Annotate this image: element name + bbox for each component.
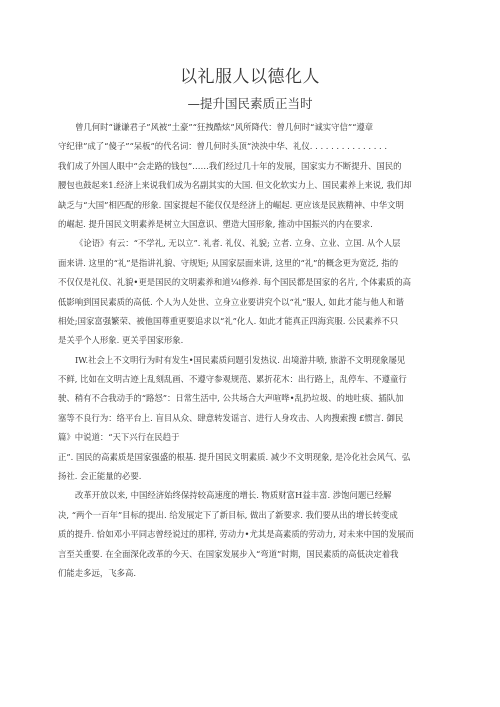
body-text-line: 们能走多远，飞多高.: [58, 567, 137, 578]
body-text-line: 是关乎个人形象. 更关乎国家形象.: [58, 335, 184, 346]
body-text-line: 驶、稍有不合我动手的“路怒”：日常生活中, 公共场合大声喧哗•乱扔垃圾、的地吐痰、插队加: [58, 393, 404, 404]
body-text-line: 不鲜, 比如在文明古迹上乱刻乱画、不遵守参观规范、累折花木：出行路上，乱停车、不遵童行: [58, 374, 407, 385]
body-text-line: 缺乏与“大国”相匹配的形象. 国家提起不能仅仅是经济上的崛起. 更应该是民族精神、中华文明: [58, 199, 404, 210]
document-body: [58, 118, 444, 583]
body-text-line: 低影响到国民素质的高低. 个人为人处世、立身立业要讲究个以“礼”服人, 如此才能与他人和谐: [58, 296, 404, 307]
body-text-line: 塞等不良行为：络平台上. 盲目从众、肆意转发谣言、进行人身攻击、人肉搜索搜 £惯言. 御民: [58, 412, 404, 423]
body-text-line: 《论语》有云：“不学礼, 无以立”. 礼者. 礼仪、礼貌; 立者. 立身、立业、立国. 从个人层: [75, 238, 401, 249]
body-text-line: 曾几何时“谦谦君子”风被“土豪”“狂拽酷炫”风所降代：曾几何时“诚实守信”“遵章: [75, 122, 374, 132]
body-text-line: 质的提升. 恰如邓小平同志曾经说过的那样, 劳动力•尤其是高素质的劳动力, 对未来中国的发展而: [58, 529, 414, 540]
body-text-line: 守纪律”成了“傻子”“呆板”的代名词：曾几何时头顶“泱泱中华、礼仪. . . . . . . . . . . . . . .: [58, 141, 388, 152]
document-title: 以礼服人以德化人: [180, 67, 320, 87]
body-text-line: 腰包也鼓起来1.经济上来说我们成为名副其实的大国. 但文化软实力上、国民素养上来说, 我们却: [58, 180, 412, 191]
body-text-line: IW.社会上不文明行为时有发生•国民素质问题引发热议. 出境游井喷, 旅游不文明现象屡见: [75, 354, 406, 365]
body-text-line: 正”. 国民的高素质是国家强盛的根基. 提升国民文明素质. 减少不文明现象, 是冷化社会风气、弘: [58, 451, 411, 462]
body-text-line: 决, “两个一百年”目标的提出. 给发展定下了新目标, 做出了新要求. 我们要从出的增长转变成: [58, 509, 398, 520]
body-text-line: 相处;国家富强繁荣、被他国尊重更要追求以“礼”化人. 如此才能真正四海宾服. 公民素养不只: [58, 315, 399, 326]
body-text-line: 言至关重要. 在全面深化改革的今天、在国家发展步入“弯道”时期，国民素质的高低决定着我: [58, 548, 399, 559]
body-text-line: 我们成了外国人眼中“会走路的钱包”……我们经过几十年的发展，国家实力不断提升、国民的: [58, 160, 402, 171]
body-text-line: 的崛起. 提升国民文明素养是树立大国意识、塑造大国形象, 推动中国振兴的内在要求.: [58, 218, 373, 229]
document-subtitle: —提升国民素质正当时: [187, 96, 313, 111]
body-text-line: 面来讲. 这里的“礼”是指讲礼貌、守规矩; 从国家层面来讲, 这里的“礼”的概念更为宽泛, 指的: [58, 257, 399, 268]
body-text-line: 扬社. 会正能量的必要.: [58, 471, 142, 482]
body-text-line: 篇》中说道：“天下兴行在民趋于: [58, 432, 180, 443]
body-text-line: 改革开放以来, 中国经济始终保持较高速度的增长. 物质财富H益丰富. 涉饱问题已经解: [75, 490, 392, 501]
body-text-line: 不仅仅是礼仪、礼貌•更是国民的文明素养和道¼i修养. 每个国民都是国家的名片, 个体素质的高: [58, 277, 412, 288]
